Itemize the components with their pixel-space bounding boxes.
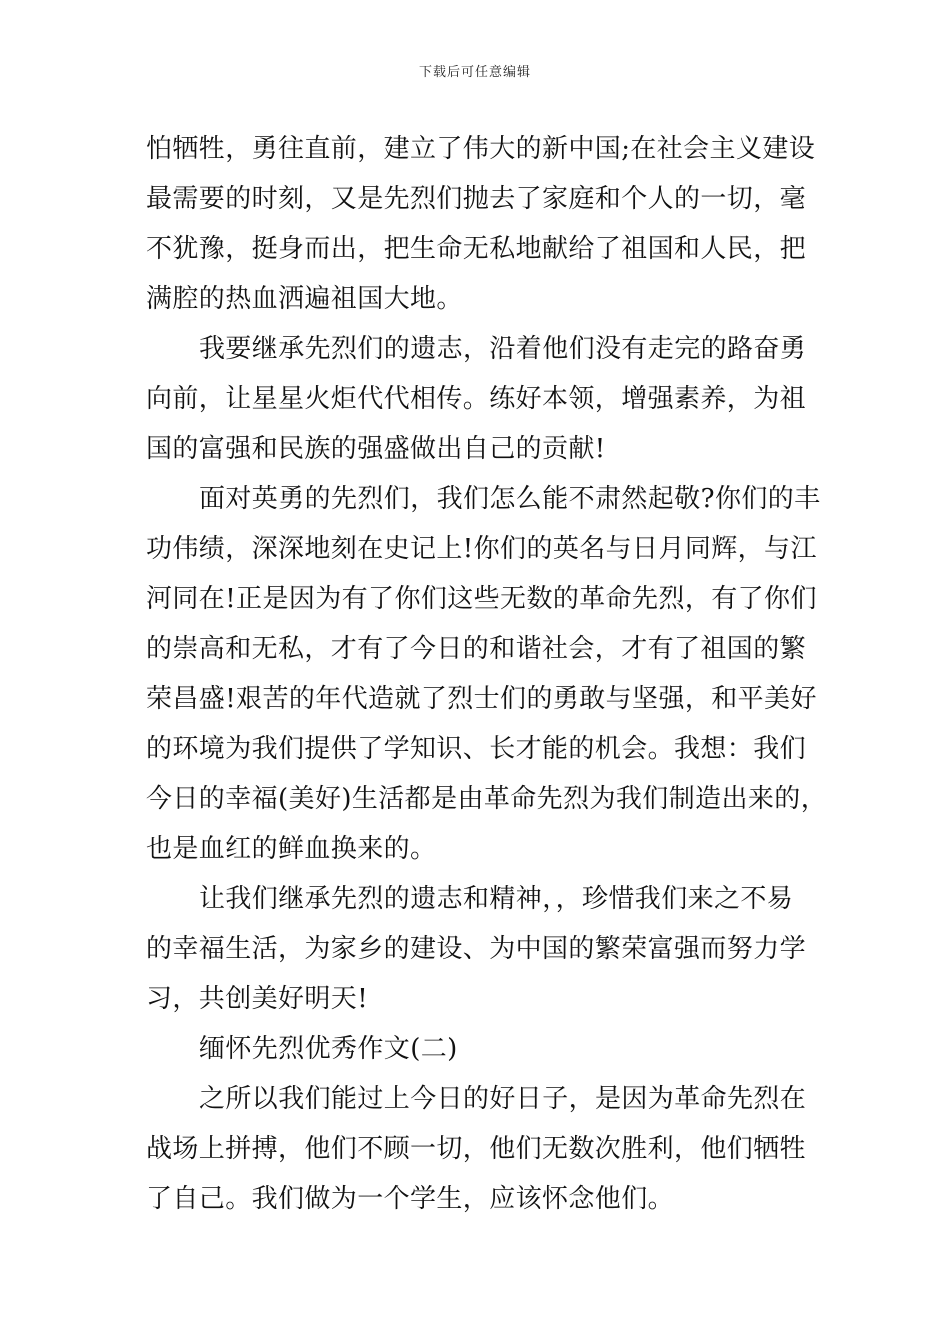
text-line: 满腔的热血洒遍祖国大地。	[146, 284, 463, 314]
section-heading: 缅怀先烈优秀作文(二)	[199, 1034, 458, 1064]
text-line: 战场上拼搏，他们不顾一切，他们无数次胜利，他们牺牲	[146, 1134, 807, 1164]
text-line: 向前，让星星火炬代代相传。练好本领，增强素养，为祖	[146, 384, 807, 414]
text-line: 不犹豫，挺身而出，把生命无私地献给了祖国和人民，把	[146, 234, 807, 264]
text-line: 功伟绩，深深地刻在史记上!你们的英名与日月同辉，与江	[146, 534, 817, 564]
text-line: 最需要的时刻，又是先烈们抛去了家庭和个人的一切，毫	[146, 184, 807, 214]
text-line: 的幸福生活，为家乡的建设、为中国的繁荣富强而努力学	[146, 934, 807, 964]
text-line: 的环境为我们提供了学知识、长才能的机会。我想：我们	[146, 734, 807, 764]
text-line: 国的富强和民族的强盛做出自己的贡献!	[146, 434, 606, 464]
paragraph-first-line: 面对英勇的先烈们，我们怎么能不肃然起敬?你们的丰	[199, 484, 821, 514]
text-line: 的崇高和无私，才有了今日的和谐社会，才有了祖国的繁	[146, 634, 807, 664]
text-line: 河同在!正是因为有了你们这些无数的革命先烈，有了你们	[146, 584, 817, 614]
text-line: 荣昌盛!艰苦的年代造就了烈士们的勇敢与坚强，和平美好	[146, 684, 817, 714]
text-line: 也是血红的鲜血换来的。	[146, 834, 437, 864]
paragraph-first-line: 让我们继承先烈的遗志和精神，，珍惜我们来之不易	[199, 884, 794, 914]
text-line: 怕牺牲，勇往直前，建立了伟大的新中国;在社会主义建设	[146, 134, 816, 164]
paragraph-first-line: 我要继承先烈们的遗志，沿着他们没有走完的路奋勇	[199, 334, 807, 364]
text-line: 了自己。我们做为一个学生，应该怀念他们。	[146, 1184, 675, 1214]
text-line: 今日的幸福(美好)生活都是由革命先烈为我们制造出来的，	[146, 784, 828, 814]
paragraph-first-line: 之所以我们能过上今日的好日子，是因为革命先烈在	[199, 1084, 807, 1114]
page-header: 下载后可任意编辑	[418, 65, 531, 80]
document-body	[146, 124, 828, 1224]
text-line: 习，共创美好明天!	[146, 984, 369, 1014]
